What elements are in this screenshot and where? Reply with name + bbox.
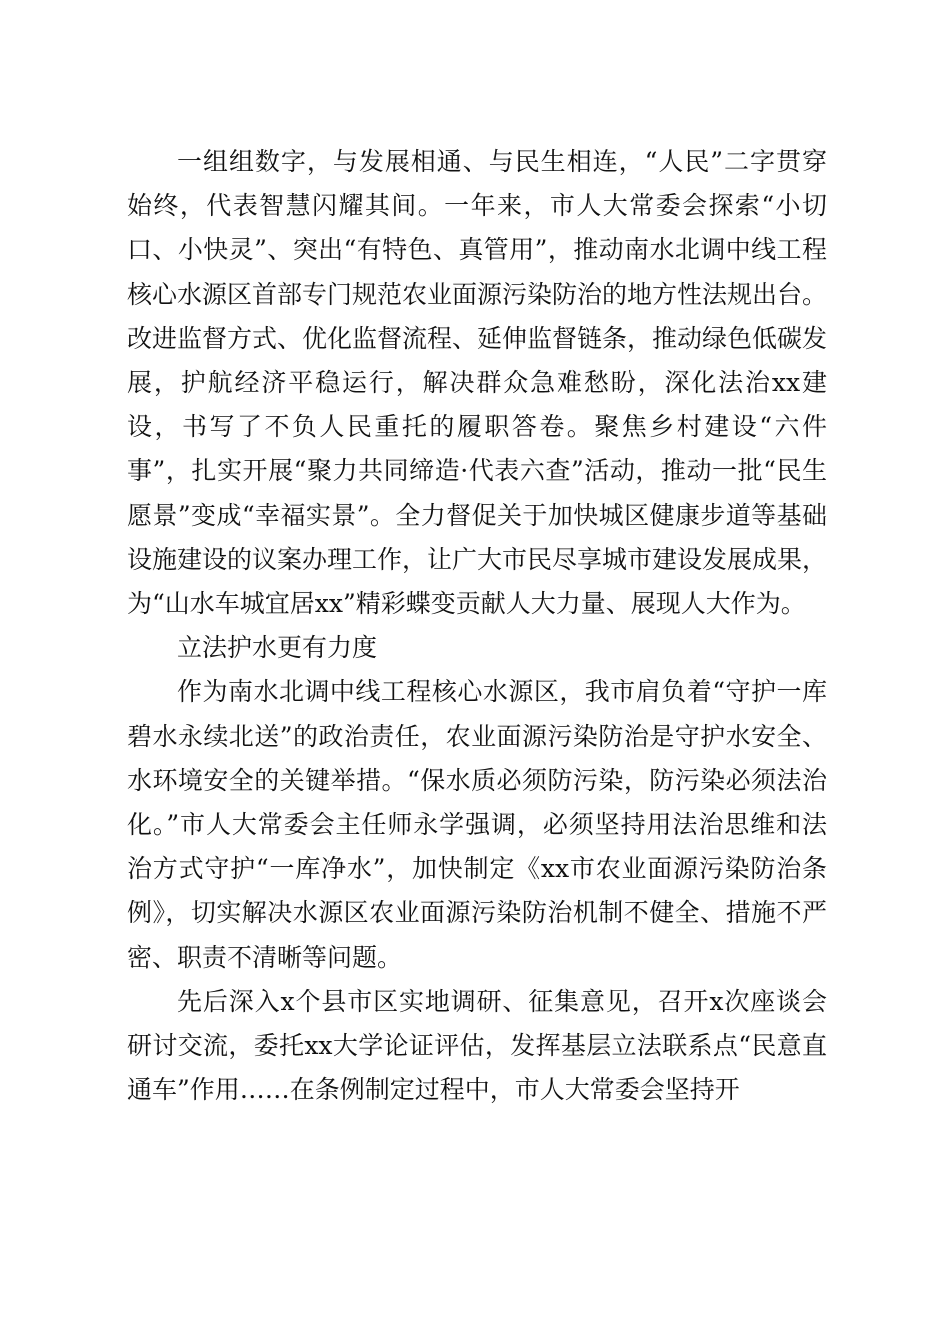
document-body <box>127 140 827 1112</box>
paragraph-legislation: 作为南水北调中线工程核心水源区，我市肩负着“守护一库碧水永续北送”的政治责任，农业面源污染防治是守护水安全、水环境安全的关键举措。“保水质必须防污染，防污染必须法治化。”市人大常委会主任师永学强调，必须坚持用法治思维和法治方式守护“一库净水”，加快制定《xx市农业面源污染防治条例》，切实解决水源区农业面源污染防治机制不健全、措施不严密、职责不清晰等问题。 <box>127 677 827 972</box>
paragraph-research: 先后深入x个县市区实地调研、征集意见，召开x次座谈会研讨交流，委托xx大学论证评估，发挥基层立法联系点“民意直通车”作用……在条例制定过程中，市人大常委会坚持开 <box>127 986 827 1105</box>
paragraph-intro: 一组组数字，与发展相通、与民生相连，“人民”二字贯穿始终，代表智慧闪耀其间。一年来，市人大常委会探索“小切口、小快灵”、突出“有特色、真管用”，推动南水北调中线工程核心水源区首部专门规范农业面源污染防治的地方性法规出台。改进监督方式、优化监督流程、延伸监督链条，推动绿色低碳发展，护航经济平稳运行，解决群众急难愁盼，深化法治xx建设，书写了不负人民重托的履职答卷。聚焦乡村建设“六件事”，扎实开展“聚力共同缔造·代表六查”活动，推动一批“民生愿景”变成“幸福实景”。全力督促关于加快城区健康步道等基础设施建设的议案办理工作，让广大市民尽享城市建设发展成果，为“山水车城宜居xx”精彩蝶变贡献人大力量、展现人大作为。 <box>127 147 828 619</box>
section-heading: 立法护水更有力度 <box>177 633 378 663</box>
